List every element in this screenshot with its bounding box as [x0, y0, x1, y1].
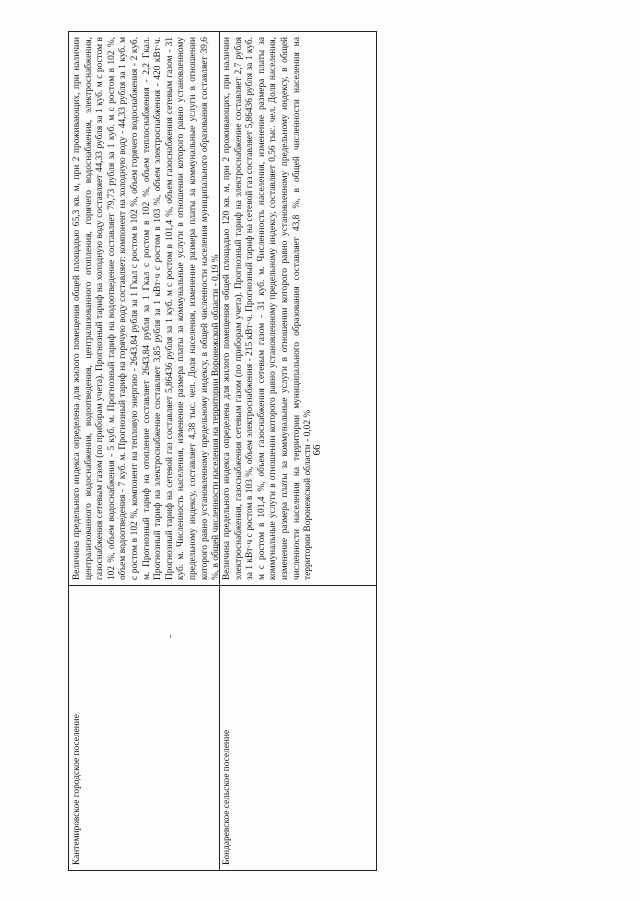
- settlement-name-cell: Бондаревское сельское поселение: [219, 585, 376, 870]
- table-row: [219, 32, 376, 870]
- settlement-name-cell: Кантемировское городское поселение: [69, 585, 219, 870]
- tariff-index-table: [68, 31, 377, 871]
- index-description-cell: Величина предельного индекса определена для жилого помещения общей площадью 65,3 кв. м, при 2 проживающих, при наличии централизованного водоснабжения, водоотведения, централизованного отопления, горячего водоснабжения, электроснабжения, газоснабжения сетевым газом (по приборам учета). Прогнозный тариф на холодную воду составляет 44,33 рубля за 1 куб. м с ростом в 102 %, объем водоснабжения - 5 куб. м. Прогнозный тариф на водоотведение составляет 79,73 рубля за 1 куб. м с ростом в 102 %, объем водоотведения - 7 куб. м. Прогнозный тариф на горячую воду составляет: компонент на холодную воду - 44,33 рубля за 1 куб. м с ростом в 102 %, компонент на тепловую энергию - 2643,84 рубля за 1 Гкал с ростом в 102 %, объем горячего водоснабжения - 2 куб. м. Прогнозный тариф на отопление составляет 2643,84 рубля за 1 Гкал с ростом в 102 %, объем теплоснабжения - 2,2 Гкал. Прогнозный тариф на электроснабжение составляет 3,85 рубля за 1 кВт·ч с ростом в 103 %, объем электроснабжения - 420 кВт·ч. Прогнозный тариф на сетевой газ составляет 5,86436 рубля за 1 куб. м с ростом в 101,4 %, объем газоснабжения сетевым газом - 31 куб. м. Численность населения, изменение размера платы за коммунальные услуги в отношении которого равно установленному предельному индексу, составляет 4,38 тыс. чел. Доля населения, изменение размера платы за коммунальные услуги в отношении которого равно установленному предельному индексу, в общей численности населения муниципального образования составляет 39,6 %, в общей численности населения на территории Воронежской области - 0,19 %: [72, 37, 222, 580]
- table-row: [69, 32, 220, 870]
- page-number: 66: [311, 444, 323, 456]
- index-description-cell: Величина предельного индекса определена для жилого помещения общей площадью 120 кв. м, при 2 проживающих, при наличии электроснабжения, газоснабжения сетевым газом (по приборам учета). Прогнозный тариф на электроснабжение составляет 2,7 рубля за 1 кВт·ч с ростом в 103 %, объем электроснабжения - 215 кВт·ч. Прогнозный тариф на сетевой газ составляет 5,86436 рубля за 1 куб. м с ростом в 101,4 %, объем газоснабжения сетевым газом - 31 куб. м. Численность населения, изменение размера платы за коммунальные услуги в отношении которого равно установленному предельному индексу, составляет 0,56 тыс. чел. Доля населения, изменение размера платы за коммунальные услуги в отношении которого равно установленному предельному индексу, в общей численности населения на территории муниципального образования составляет 43,8 %, в общей численности населения на территории Воронежской области - 0,02 %: [222, 37, 314, 580]
